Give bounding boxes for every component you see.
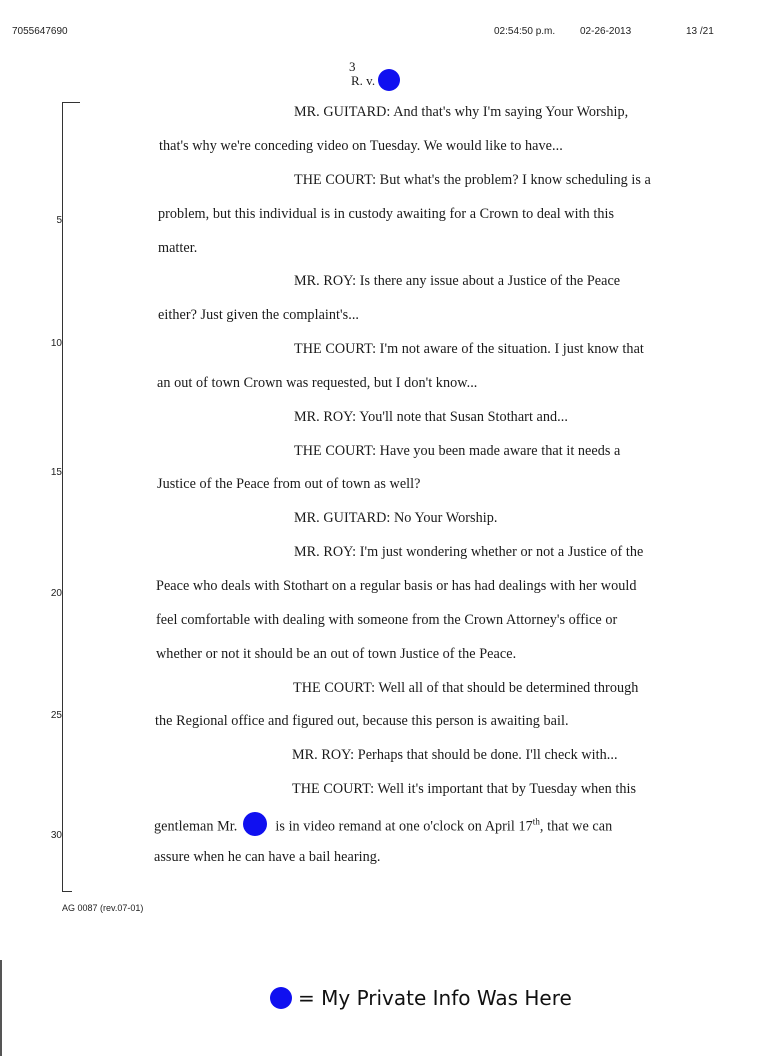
transcript-line: THE COURT: Well it's important that by Tuesday when this — [292, 781, 637, 797]
transcript-line: whether or not it should be an out of town Justice of the Peace. — [156, 646, 517, 662]
transcript-line: Peace who deals with Stothart on a regular basis or has had dealings with her would — [156, 578, 637, 594]
line-number: 5 — [56, 215, 62, 226]
legend-text: = My Private Info Was Here — [298, 986, 572, 1010]
transcript-line: MR. GUITARD: And that's why I'm saying Your Worship, — [294, 104, 629, 120]
margin-rule-bottom-tick — [62, 891, 72, 892]
transcript-line: feel comfortable with dealing with someone from the Crown Attorney's office or — [156, 612, 618, 628]
transcript-line: the Regional office and figured out, because this person is awaiting bail. — [155, 713, 569, 729]
transcript-line: MR. ROY: Perhaps that should be done. I'll check with... — [292, 747, 618, 763]
form-id: AG 0087 (rev.07-01) — [62, 903, 144, 913]
line-number: 30 — [50, 830, 62, 841]
transcript-line: problem, but this individual is in custody awaiting for a Crown to deal with this — [158, 206, 615, 222]
transcript-line: MR. ROY: You'll note that Susan Stothart and... — [294, 409, 568, 425]
redaction-dot-icon — [270, 987, 292, 1009]
transcript-line: THE COURT: Well all of that should be determined through — [293, 680, 639, 696]
transcript-line: THE COURT: Have you been made aware that it needs a — [294, 443, 621, 459]
line-number: 10 — [50, 338, 62, 349]
transcript-line: an out of town Crown was requested, but I don't know... — [157, 375, 478, 391]
line-number: 15 — [50, 467, 62, 478]
fax-sender-number: 7055647690 — [12, 26, 68, 37]
ordinal-suffix: th — [532, 816, 540, 827]
line-text-before: gentleman Mr. — [154, 818, 238, 835]
transcript-line: either? Just given the complaint's... — [158, 307, 360, 323]
margin-rule — [62, 102, 63, 892]
scan-edge — [0, 960, 2, 1056]
redaction-dot-icon — [243, 812, 267, 836]
transcript-line: MR. GUITARD: No Your Worship. — [294, 510, 498, 526]
transcript-line: MR. ROY: I'm just wondering whether or not a Justice of the — [294, 544, 644, 560]
transcript-line: THE COURT: I'm not aware of the situation. I just know that — [294, 341, 644, 357]
transcript-line: matter. — [158, 240, 198, 256]
margin-rule-top-tick — [62, 102, 80, 103]
case-title — [351, 71, 400, 93]
line-text-after: is in video remand at one o'clock on April 17 — [275, 818, 533, 835]
case-title-text: R. v. — [351, 72, 376, 88]
transcript-line: MR. ROY: Is there any issue about a Justice of the Peace — [294, 273, 621, 289]
fax-date: 02-26-2013 — [580, 26, 632, 37]
fax-time: 02:54:50 p.m. — [494, 26, 556, 37]
transcript-line: that's why we're conceding video on Tuesday. We would like to have... — [159, 138, 563, 154]
fax-page-count: 13 /21 — [686, 26, 714, 37]
page-number: 3 — [349, 59, 356, 74]
transcript-line: assure when he can have a bail hearing. — [154, 849, 381, 865]
line-text-end: , that we can — [539, 818, 613, 835]
line-number: 25 — [50, 710, 62, 721]
redaction-legend — [270, 986, 572, 1011]
line-number: 20 — [50, 588, 62, 599]
redaction-dot-icon — [378, 69, 400, 91]
transcript-line-redacted — [154, 815, 612, 839]
transcript-line: THE COURT: But what's the problem? I know scheduling is a — [294, 172, 651, 188]
transcript-line: Justice of the Peace from out of town as well? — [157, 476, 421, 492]
